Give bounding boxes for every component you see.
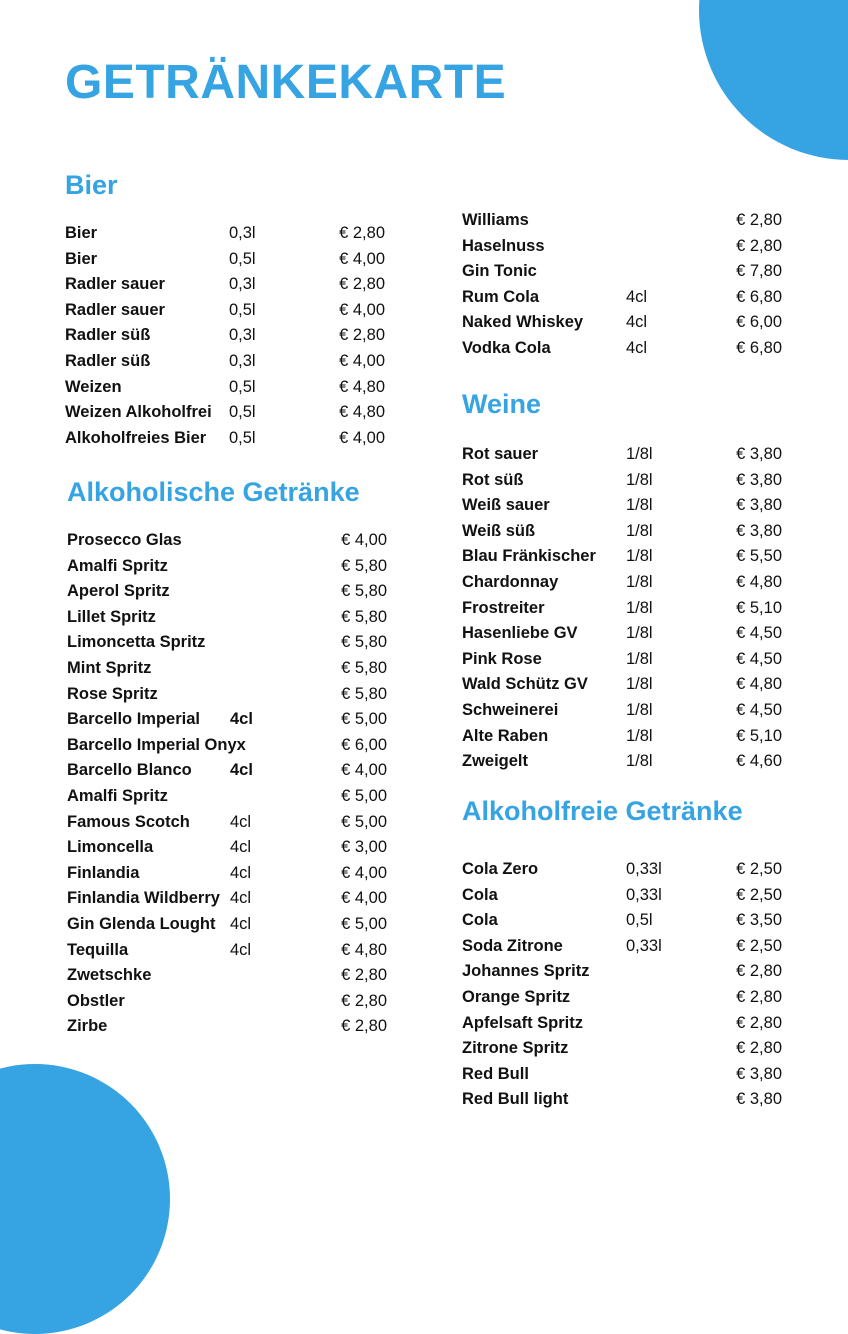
menu-item bbox=[65, 323, 385, 349]
menu-item bbox=[65, 298, 385, 324]
menu-item bbox=[67, 605, 387, 631]
menu-item bbox=[67, 989, 387, 1015]
item-name: Gin Tonic bbox=[462, 262, 537, 281]
item-volume: 0,5l bbox=[229, 377, 256, 396]
item-price: € 2,80 bbox=[339, 275, 385, 294]
item-name: Red Bull bbox=[462, 1064, 529, 1083]
item-name: Bier bbox=[65, 249, 98, 268]
menu-item bbox=[462, 749, 782, 775]
section-alkoholische-getraenke bbox=[67, 475, 387, 1040]
item-price: € 3,80 bbox=[736, 1064, 782, 1083]
item-price: € 2,80 bbox=[341, 966, 387, 985]
item-name: Rum Cola bbox=[462, 287, 540, 306]
item-volume: 4cl bbox=[230, 940, 252, 959]
item-name: Williams bbox=[462, 211, 529, 229]
item-price: € 5,80 bbox=[341, 633, 387, 652]
item-name: Weizen Alkoholfrei bbox=[65, 403, 212, 422]
menu-item bbox=[462, 934, 782, 960]
item-name: Chardonnay bbox=[462, 572, 559, 591]
item-name: Apfelsaft Spritz bbox=[462, 1013, 584, 1032]
menu-item bbox=[462, 285, 782, 311]
menu-item bbox=[462, 208, 782, 234]
item-volume: 1/8l bbox=[626, 598, 653, 617]
item-volume: 0,5l bbox=[229, 403, 256, 422]
menu-item bbox=[67, 579, 387, 605]
item-price: € 2,50 bbox=[736, 936, 782, 955]
item-name: Barcello Imperial bbox=[67, 710, 200, 729]
item-name: Alkoholfreies Bier bbox=[65, 428, 207, 447]
menu-item bbox=[462, 442, 782, 468]
item-name: Wald Schütz GV bbox=[462, 675, 588, 694]
item-volume: 0,33l bbox=[626, 885, 662, 904]
item-volume: 0,3l bbox=[229, 275, 256, 294]
item-name: Radler sauer bbox=[65, 275, 165, 294]
item-price: € 3,80 bbox=[736, 445, 782, 463]
item-price: € 3,80 bbox=[736, 470, 782, 489]
menu-item bbox=[67, 1014, 387, 1040]
item-volume: 1/8l bbox=[626, 624, 653, 643]
item-volume: 1/8l bbox=[626, 445, 653, 463]
item-volume: 4cl bbox=[230, 863, 252, 882]
item-name: Bier bbox=[65, 224, 98, 242]
item-name: Prosecco Glas bbox=[67, 531, 182, 549]
item-price: € 4,00 bbox=[341, 761, 387, 780]
menu-item bbox=[65, 349, 385, 375]
item-volume: 1/8l bbox=[626, 572, 653, 591]
menu-item bbox=[462, 857, 782, 883]
item-price: € 5,50 bbox=[736, 547, 782, 566]
menu-item bbox=[462, 1087, 782, 1113]
item-price: € 2,50 bbox=[736, 885, 782, 904]
price-list bbox=[67, 528, 387, 1040]
item-name: Zweigelt bbox=[462, 752, 529, 771]
menu-item bbox=[67, 963, 387, 989]
menu-item bbox=[67, 707, 387, 733]
item-volume: 4cl bbox=[230, 914, 252, 933]
item-name: Alte Raben bbox=[462, 726, 549, 745]
item-price: € 5,00 bbox=[341, 710, 387, 729]
item-name: Cola Zero bbox=[462, 860, 539, 878]
item-name: Haselnuss bbox=[462, 236, 545, 255]
menu-item bbox=[462, 570, 782, 596]
item-volume: 1/8l bbox=[626, 675, 653, 694]
item-name: Radler süß bbox=[65, 351, 151, 370]
item-volume: 1/8l bbox=[626, 496, 653, 515]
item-price: € 7,80 bbox=[736, 262, 782, 281]
item-name: Soda Zitrone bbox=[462, 936, 563, 955]
decorative-circle-top-right bbox=[699, 0, 848, 160]
menu-item bbox=[65, 426, 385, 452]
item-price: € 4,50 bbox=[736, 624, 782, 643]
item-name: Zirbe bbox=[67, 1017, 108, 1036]
item-price: € 4,80 bbox=[339, 377, 385, 396]
menu-item bbox=[67, 682, 387, 708]
item-volume: 1/8l bbox=[626, 726, 653, 745]
item-name: Blau Fränkischer bbox=[462, 547, 596, 566]
item-price: € 3,00 bbox=[341, 838, 387, 857]
page-title: GETRÄNKEKARTE bbox=[65, 56, 507, 109]
item-name: Obstler bbox=[67, 991, 125, 1010]
decorative-circle-bottom-left bbox=[0, 1064, 170, 1334]
section-alkoholfreie-getraenke bbox=[462, 794, 782, 1113]
item-volume: 1/8l bbox=[626, 700, 653, 719]
item-name: Zitrone Spritz bbox=[462, 1039, 569, 1058]
menu-item bbox=[67, 528, 387, 554]
menu-item bbox=[65, 272, 385, 298]
item-volume: 4cl bbox=[230, 710, 253, 729]
menu-item bbox=[462, 1062, 782, 1088]
menu-item bbox=[462, 259, 782, 285]
item-price: € 4,50 bbox=[736, 700, 782, 719]
item-name: Mint Spritz bbox=[67, 658, 152, 677]
item-volume: 4cl bbox=[626, 313, 648, 332]
item-price: € 4,60 bbox=[736, 752, 782, 771]
menu-item bbox=[67, 886, 387, 912]
menu-item bbox=[462, 1036, 782, 1062]
menu-item bbox=[67, 733, 387, 759]
item-price: € 6,00 bbox=[736, 313, 782, 332]
menu-item bbox=[462, 493, 782, 519]
item-price: € 2,80 bbox=[341, 1017, 387, 1036]
item-price: € 4,50 bbox=[736, 649, 782, 668]
section-spirituosen-continued bbox=[462, 208, 782, 362]
item-price: € 5,10 bbox=[736, 726, 782, 745]
menu-item bbox=[462, 1011, 782, 1037]
section-weine bbox=[462, 387, 782, 775]
menu-item bbox=[462, 883, 782, 909]
item-name: Amalfi Spritz bbox=[67, 556, 168, 575]
item-price: € 4,80 bbox=[341, 940, 387, 959]
menu-item bbox=[67, 656, 387, 682]
item-volume: 0,5l bbox=[229, 300, 256, 319]
item-volume: 4cl bbox=[230, 838, 252, 857]
item-name: Orange Spritz bbox=[462, 987, 571, 1006]
item-name: Radler sauer bbox=[65, 300, 165, 319]
item-name: Rose Spritz bbox=[67, 684, 158, 703]
item-price: € 4,00 bbox=[339, 249, 385, 268]
item-name: Amalfi Spritz bbox=[67, 786, 168, 805]
item-name: Finlandia Wildberry bbox=[67, 889, 220, 908]
section-heading-weine: Weine bbox=[462, 389, 542, 419]
item-price: € 4,00 bbox=[341, 889, 387, 908]
item-name: Tequilla bbox=[67, 940, 129, 959]
item-name: Schweinerei bbox=[462, 700, 559, 719]
menu-item bbox=[462, 672, 782, 698]
menu-item bbox=[65, 400, 385, 426]
item-volume: 0,3l bbox=[229, 326, 256, 345]
menu-item bbox=[462, 544, 782, 570]
item-name: Naked Whiskey bbox=[462, 313, 584, 332]
item-name: Vodka Cola bbox=[462, 338, 551, 357]
item-price: € 5,80 bbox=[341, 684, 387, 703]
item-name: Radler süß bbox=[65, 326, 151, 345]
item-name: Cola bbox=[462, 885, 498, 904]
item-price: € 2,80 bbox=[736, 1039, 782, 1058]
item-name: Gin Glenda Lought bbox=[67, 914, 216, 933]
item-volume: 1/8l bbox=[626, 521, 653, 540]
item-price: € 5,00 bbox=[341, 812, 387, 831]
item-price: € 5,00 bbox=[341, 914, 387, 933]
item-price: € 2,50 bbox=[736, 860, 782, 878]
item-volume: 1/8l bbox=[626, 470, 653, 489]
menu-item bbox=[65, 247, 385, 273]
item-volume: 0,3l bbox=[229, 351, 256, 370]
menu-item bbox=[462, 698, 782, 724]
item-name: Limoncetta Spritz bbox=[67, 633, 206, 652]
item-volume: 4cl bbox=[230, 761, 253, 780]
menu-item bbox=[462, 724, 782, 750]
item-price: € 2,80 bbox=[339, 326, 385, 345]
item-volume: 4cl bbox=[626, 338, 648, 357]
menu-item bbox=[462, 908, 782, 934]
item-price: € 2,80 bbox=[339, 224, 385, 242]
section-heading-alkoholfreie-getraenke: Alkoholfreie Getränke bbox=[462, 796, 743, 826]
menu-item bbox=[462, 596, 782, 622]
item-price: € 3,80 bbox=[736, 521, 782, 540]
item-name: Weiß süß bbox=[462, 521, 536, 540]
item-price: € 4,80 bbox=[736, 675, 782, 694]
item-volume: 4cl bbox=[230, 812, 252, 831]
item-price: € 5,00 bbox=[341, 786, 387, 805]
price-list bbox=[65, 221, 385, 451]
item-name: Aperol Spritz bbox=[67, 582, 170, 601]
menu-item bbox=[67, 554, 387, 580]
item-name: Pink Rose bbox=[462, 649, 542, 668]
menu-item bbox=[67, 810, 387, 836]
menu-item bbox=[67, 938, 387, 964]
menu-item bbox=[462, 310, 782, 336]
item-price: € 4,80 bbox=[339, 403, 385, 422]
item-price: € 3,80 bbox=[736, 1090, 782, 1109]
item-price: € 2,80 bbox=[736, 236, 782, 255]
item-volume: 4cl bbox=[626, 287, 648, 306]
item-name: Weiß sauer bbox=[462, 496, 550, 515]
item-price: € 4,00 bbox=[339, 428, 385, 447]
item-price: € 3,80 bbox=[736, 496, 782, 515]
item-price: € 2,80 bbox=[736, 1013, 782, 1032]
item-volume: 4cl bbox=[230, 889, 252, 908]
item-name: Cola bbox=[462, 911, 498, 930]
menu-item bbox=[67, 630, 387, 656]
item-volume: 0,5l bbox=[229, 249, 256, 268]
menu-item bbox=[67, 758, 387, 784]
item-price: € 4,00 bbox=[341, 863, 387, 882]
item-name: Barcello Imperial Onyx bbox=[67, 735, 246, 754]
item-price: € 6,80 bbox=[736, 338, 782, 357]
menu-item bbox=[67, 784, 387, 810]
menu-item bbox=[462, 647, 782, 673]
item-name: Red Bull light bbox=[462, 1090, 569, 1109]
item-name: Rot sauer bbox=[462, 445, 539, 463]
price-list bbox=[462, 208, 782, 362]
item-name: Weizen bbox=[65, 377, 122, 396]
menu-item bbox=[67, 861, 387, 887]
menu-item bbox=[462, 959, 782, 985]
item-name: Frostreiter bbox=[462, 598, 545, 617]
item-price: € 5,80 bbox=[341, 582, 387, 601]
item-price: € 2,80 bbox=[341, 991, 387, 1010]
item-price: € 4,00 bbox=[341, 531, 387, 549]
item-price: € 4,80 bbox=[736, 572, 782, 591]
item-price: € 5,80 bbox=[341, 556, 387, 575]
menu-item bbox=[462, 468, 782, 494]
item-name: Zwetschke bbox=[67, 966, 152, 985]
price-list bbox=[462, 857, 782, 1113]
menu-item bbox=[67, 912, 387, 938]
item-name: Lillet Spritz bbox=[67, 607, 156, 626]
item-price: € 2,80 bbox=[736, 987, 782, 1006]
menu-item bbox=[67, 835, 387, 861]
item-price: € 5,80 bbox=[341, 607, 387, 626]
item-name: Johannes Spritz bbox=[462, 962, 590, 981]
item-volume: 1/8l bbox=[626, 752, 653, 771]
price-list bbox=[462, 442, 782, 775]
item-volume: 0,5l bbox=[626, 911, 653, 930]
menu-item bbox=[462, 234, 782, 260]
item-price: € 3,50 bbox=[736, 911, 782, 930]
menu-item bbox=[65, 221, 385, 247]
item-name: Limoncella bbox=[67, 838, 154, 857]
section-bier bbox=[65, 168, 385, 451]
item-volume: 0,33l bbox=[626, 936, 662, 955]
menu-item bbox=[65, 375, 385, 401]
item-price: € 4,00 bbox=[339, 300, 385, 319]
item-name: Hasenliebe GV bbox=[462, 624, 578, 643]
menu-item bbox=[462, 621, 782, 647]
item-volume: 0,3l bbox=[229, 224, 256, 242]
item-volume: 0,33l bbox=[626, 860, 662, 878]
item-volume: 1/8l bbox=[626, 649, 653, 668]
item-volume: 1/8l bbox=[626, 547, 653, 566]
item-price: € 6,00 bbox=[341, 735, 387, 754]
item-price: € 2,80 bbox=[736, 211, 782, 229]
menu-item bbox=[462, 519, 782, 545]
item-price: € 5,80 bbox=[341, 658, 387, 677]
menu-item bbox=[462, 336, 782, 362]
item-price: € 4,00 bbox=[339, 351, 385, 370]
item-name: Rot süß bbox=[462, 470, 524, 489]
menu-item bbox=[462, 985, 782, 1011]
section-heading-alkoholische-getraenke: Alkoholische Getränke bbox=[67, 477, 360, 507]
item-price: € 6,80 bbox=[736, 287, 782, 306]
item-price: € 2,80 bbox=[736, 962, 782, 981]
item-name: Finlandia bbox=[67, 863, 140, 882]
item-volume: 0,5l bbox=[229, 428, 256, 447]
item-price: € 5,10 bbox=[736, 598, 782, 617]
section-heading-bier: Bier bbox=[65, 170, 118, 200]
item-name: Barcello Blanco bbox=[67, 761, 192, 780]
item-name: Famous Scotch bbox=[67, 812, 190, 831]
